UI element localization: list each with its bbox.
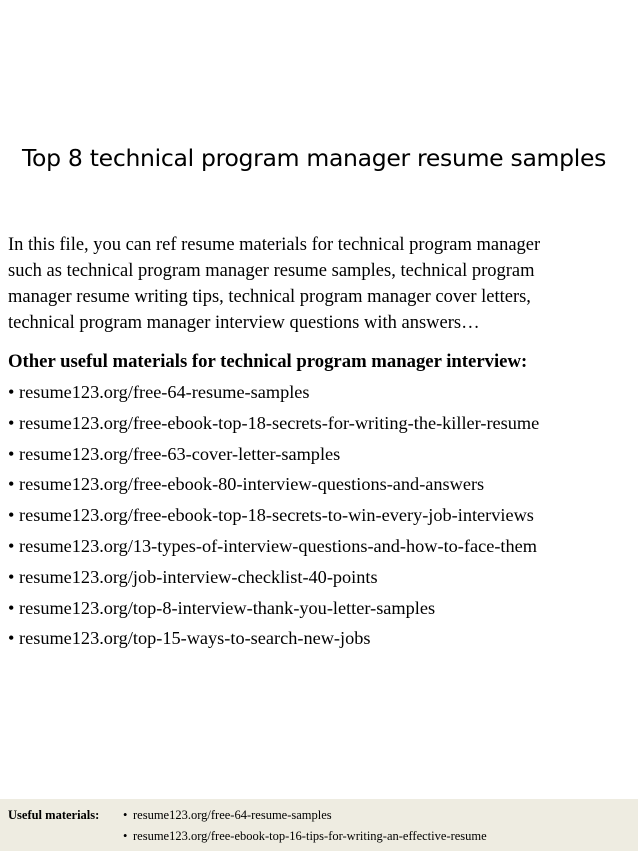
resource-link[interactable]: resume123.org/top-8-interview-thank-you-letter-samples [19,597,436,618]
resource-link[interactable]: resume123.org/free-64-resume-samples [19,382,310,402]
footer-label: Useful materials: [8,808,100,822]
bullet-icon: • [8,505,15,526]
bullet-icon: • [8,535,15,556]
bullet-icon: • [8,628,15,649]
bullet-icon: • [8,566,15,587]
bullet-icon: • [8,597,15,618]
resource-link[interactable]: resume123.org/free-ebook-80-interview-questions-and-answers [19,474,485,495]
materials-link-list [8,377,636,654]
materials-heading: Other useful materials for technical program manager interview: [8,351,528,372]
list-item [8,623,636,654]
bullet-icon: • [123,808,128,822]
resource-link[interactable]: resume123.org/13-types-of-interview-questions-and-how-to-face-them [19,535,537,556]
intro-line: such as technical program manager resume samples, technical program [8,261,535,281]
list-item [8,377,636,408]
footer-list-item [123,826,487,847]
list-item [8,593,636,624]
resource-link[interactable]: resume123.org/job-interview-checklist-40-points [19,566,378,587]
footer-link[interactable]: resume123.org/free-ebook-top-16-tips-for-writing-an-effective-resume [133,829,487,843]
resource-link[interactable]: resume123.org/free-63-cover-letter-samples [19,443,341,464]
bullet-icon: • [123,829,128,843]
intro-line: In this file, you can ref resume materials for technical program manager [8,235,541,255]
list-item [8,439,636,470]
footer-bar [0,799,638,851]
resource-link[interactable]: resume123.org/top-15-ways-to-search-new-jobs [19,628,371,649]
resource-link[interactable]: resume123.org/free-ebook-top-18-secrets-to-win-every-job-interviews [19,505,534,526]
list-item [8,531,636,562]
footer-link-list [123,805,487,847]
list-item [8,562,636,593]
resource-link[interactable]: resume123.org/free-ebook-top-18-secrets-for-writing-the-killer-resume [19,412,540,433]
bullet-icon: • [8,412,15,433]
bullet-icon: • [8,474,15,495]
intro-line: technical program manager interview questions with answers… [8,313,480,333]
list-item [8,500,636,531]
intro-line: manager resume writing tips, technical program manager cover letters, [8,287,531,307]
list-item [8,408,636,439]
list-item [8,469,636,500]
bullet-icon: • [8,443,15,464]
footer-link[interactable]: resume123.org/free-64-resume-samples [133,808,332,822]
page-title: Top 8 technical program manager resume samples [22,144,607,172]
footer-list-item [123,805,487,826]
intro-paragraph [8,232,633,336]
bullet-icon: • [8,382,15,402]
